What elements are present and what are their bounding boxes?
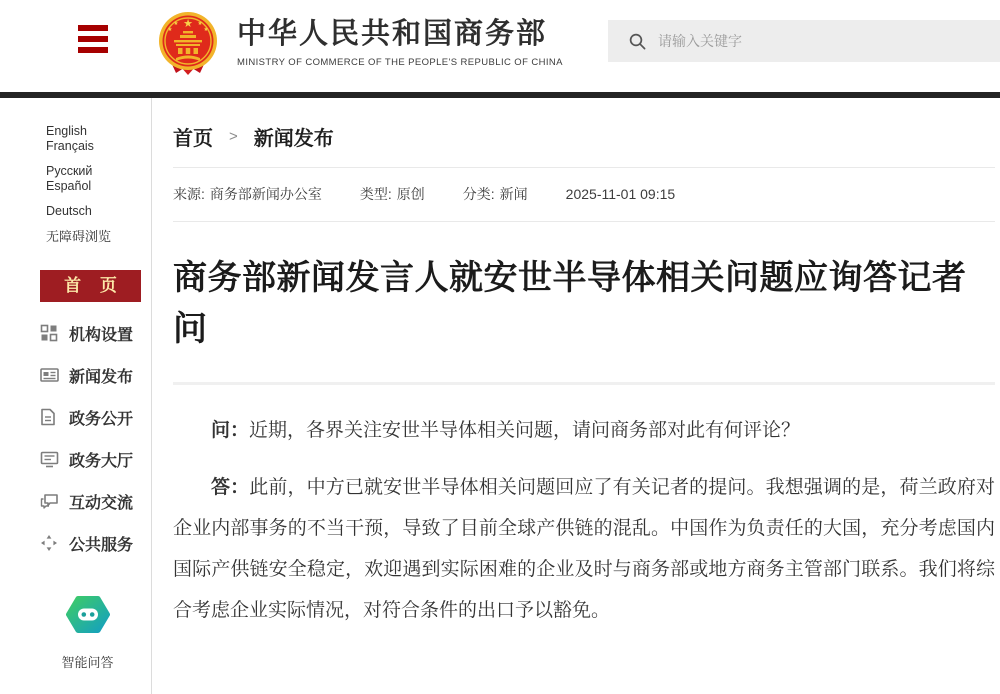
site-subtitle: MINISTRY OF COMMERCE OF THE PEOPLE'S REPUBLIC OF CHINA (237, 57, 563, 68)
breadcrumb-home[interactable]: 首页 (173, 128, 213, 150)
lang-russian[interactable]: Русский (46, 164, 93, 178)
meta-category (463, 184, 528, 204)
sidebar-item-label: 政务公开 (69, 410, 134, 428)
article-answer-paragraph (173, 467, 995, 631)
meta-type-value: 原创 (396, 186, 425, 202)
national-emblem-logo (156, 10, 220, 76)
sidebar-item-label: 政务大厅 (69, 452, 134, 470)
article-meta (173, 168, 995, 221)
sidebar (0, 98, 152, 694)
lang-deutsch[interactable]: Deutsch (46, 204, 92, 218)
meta-type-label: 类型: (359, 186, 392, 202)
sidebar-item-label: 机构设置 (69, 326, 134, 344)
robot-qa-icon (66, 596, 110, 633)
answer-label: 答： (211, 477, 250, 498)
public-service-icon (40, 534, 59, 553)
sidebar-item-org-structure[interactable] (0, 312, 151, 354)
gov-disclosure-icon (40, 408, 59, 427)
svg-text:★: ★ (203, 27, 209, 33)
question-label: 问： (211, 420, 250, 441)
breadcrumb (173, 122, 995, 151)
sidebar-item-label: 公共服务 (69, 536, 134, 554)
question-text: 近期，各界关注安世半导体相关问题，请问商务部对此有何评论？ (249, 420, 801, 441)
article-question-paragraph (173, 410, 995, 451)
org-structure-icon (40, 324, 59, 343)
service-hall-icon (40, 450, 59, 469)
search-input[interactable] (658, 33, 958, 49)
meta-source-value: 商务部新闻办公室 (209, 186, 322, 202)
search-icon (629, 33, 646, 50)
svg-text:★: ★ (197, 21, 203, 27)
sidebar-item-gov-disclosure[interactable] (0, 396, 151, 438)
meta-type (360, 184, 425, 204)
svg-text:★: ★ (183, 18, 193, 30)
interaction-chat-icon (40, 492, 59, 511)
main-content (152, 98, 1000, 694)
sidebar-item-news-release[interactable] (0, 354, 151, 396)
brand-block (237, 17, 563, 68)
site-title: 中华人民共和国商务部 (237, 18, 548, 50)
sidebar-item-home[interactable]: 首 页 (40, 270, 141, 302)
meta-category-value: 新闻 (499, 186, 528, 202)
language-switcher (46, 124, 151, 245)
svg-text:★: ★ (167, 27, 173, 33)
search-bar[interactable] (608, 20, 1000, 62)
accessibility-link[interactable]: 无障碍浏览 (46, 229, 112, 244)
divider (173, 221, 995, 222)
hamburger-menu-icon[interactable] (78, 25, 108, 54)
meta-datetime: 2025-11-01 09:15 (565, 186, 676, 202)
article-title: 商务部新闻发言人就安世半导体相关问题应询答记者问 (173, 259, 967, 348)
sidebar-nav (0, 312, 151, 564)
meta-source (173, 184, 322, 204)
site-header (0, 0, 1000, 92)
meta-source-label: 来源: (173, 186, 205, 202)
breadcrumb-separator: > (229, 128, 238, 145)
sidebar-item-service-hall[interactable] (0, 438, 151, 480)
lang-english[interactable]: English (46, 124, 87, 138)
divider (173, 382, 995, 385)
sidebar-item-label: 互动交流 (69, 494, 134, 512)
smart-qa-widget[interactable] (0, 596, 151, 671)
smart-qa-label: 智能问答 (61, 655, 114, 670)
news-release-icon (40, 366, 59, 385)
meta-category-label: 分类: (462, 186, 495, 202)
svg-text:★: ★ (173, 21, 179, 27)
sidebar-item-public-service[interactable] (0, 522, 151, 564)
lang-espanol[interactable]: Español (46, 179, 92, 193)
lang-francais[interactable]: Français (46, 139, 94, 153)
breadcrumb-current[interactable]: 新闻发布 (253, 128, 334, 150)
sidebar-item-interaction[interactable] (0, 480, 151, 522)
sidebar-item-label: 新闻发布 (69, 368, 134, 386)
answer-text: 此前，中方已就安世半导体相关问题回应了有关记者的提问。我想强调的是，荷兰政府对企业内部事务的不当干预，导致了目前全球产供链的混乱。中国作为负责任的大国，充分考虑国内国际产供链安全稳定，欢迎遇到实际困难的企业及时与商务部或地方商务主管部门联系。我们将综合考虑企业实际情况，对符合条件的出口予以豁免。 (173, 477, 995, 621)
